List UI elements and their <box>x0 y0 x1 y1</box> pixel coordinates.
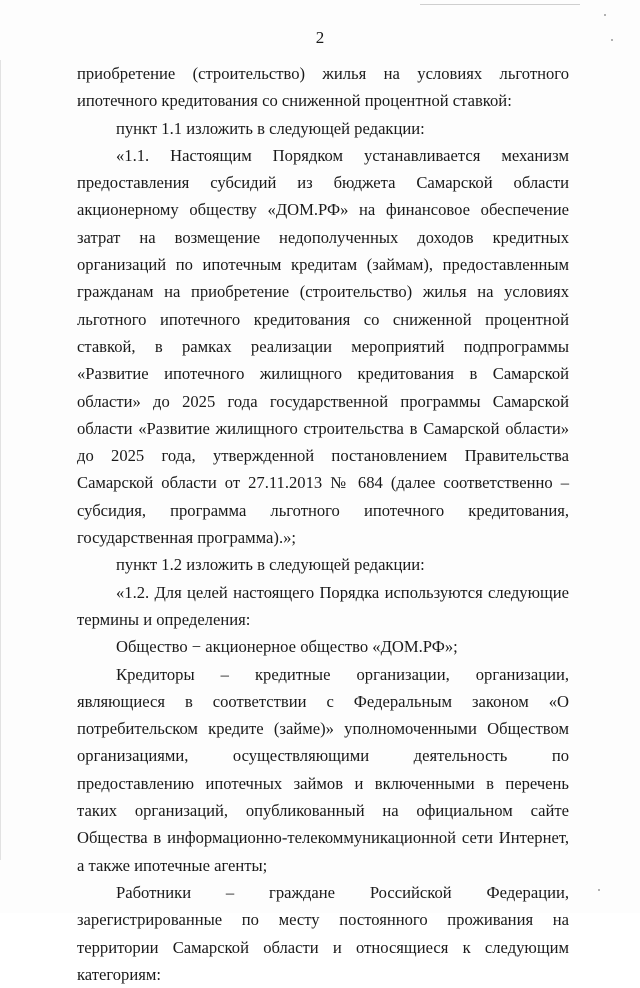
scan-line <box>420 4 580 5</box>
paragraph: Общество − акционерное общество «ДОМ.РФ»; <box>116 637 458 657</box>
paragraph: Кредиторы – кредитные организации, организации, являющиеся в соответствии с Федеральным законом «О потребительском кредите (займе)» уполномоченными Обществом организациями, осуществляющими деятельность по предоставлению ипотечных займов и включенными в перечень таких организаций, опубликованный на официальном сайте Общества в информационно-телекоммуникационной сети Интернет, а также ипотечные агенты; <box>77 664 569 875</box>
scan-speck <box>604 14 606 16</box>
paragraph: «1.2. Для целей настоящего Порядка используются следующие термины и определения: <box>77 582 569 629</box>
paragraph: приобретение (строительство) жилья на условиях льготного ипотечного кредитования со сниженной процентной ставкой: <box>77 64 569 111</box>
paragraph: пункт 1.1 изложить в следующей редакции: <box>116 118 425 138</box>
paragraph: Работники – граждане Российской Федерации, зарегистрированные по месту постоянного проживания на территории Самарской области и относящиеся к следующим категориям: <box>77 882 569 984</box>
paragraph: «1.1. Настоящим Порядком устанавливается механизм предоставления субсидий из бюджета Самарской области акционерному обществу «ДОМ.РФ» на финансовое обеспечение затрат на возмещение недополученных доходов кредитных организаций по ипотечным кредитам (займам), предоставленным гражданам на приобретение (строительство) жилья на условиях льготного ипотечного кредитования со сниженной процентной ставкой, в рамках реализации мероприятий подпрограммы «Развитие ипотечного жилищного кредитования в Самарской области» до 2025 года государственной программы Самарской области «Развитие жилищного строительства в Самарской области» до 2025 года, утвержденной постановлением Правительства Самарской области от 27.11.2013 № 684 (далее соответственно – субсидия, программа льготного ипотечного кредитования, государственная программа).»; <box>77 145 569 548</box>
paragraph: пункт 1.2 изложить в следующей редакции: <box>116 555 425 575</box>
scan-speck <box>598 889 600 891</box>
document-body <box>77 60 569 988</box>
scan-edge <box>0 60 1 860</box>
page-number: 2 <box>315 28 325 47</box>
